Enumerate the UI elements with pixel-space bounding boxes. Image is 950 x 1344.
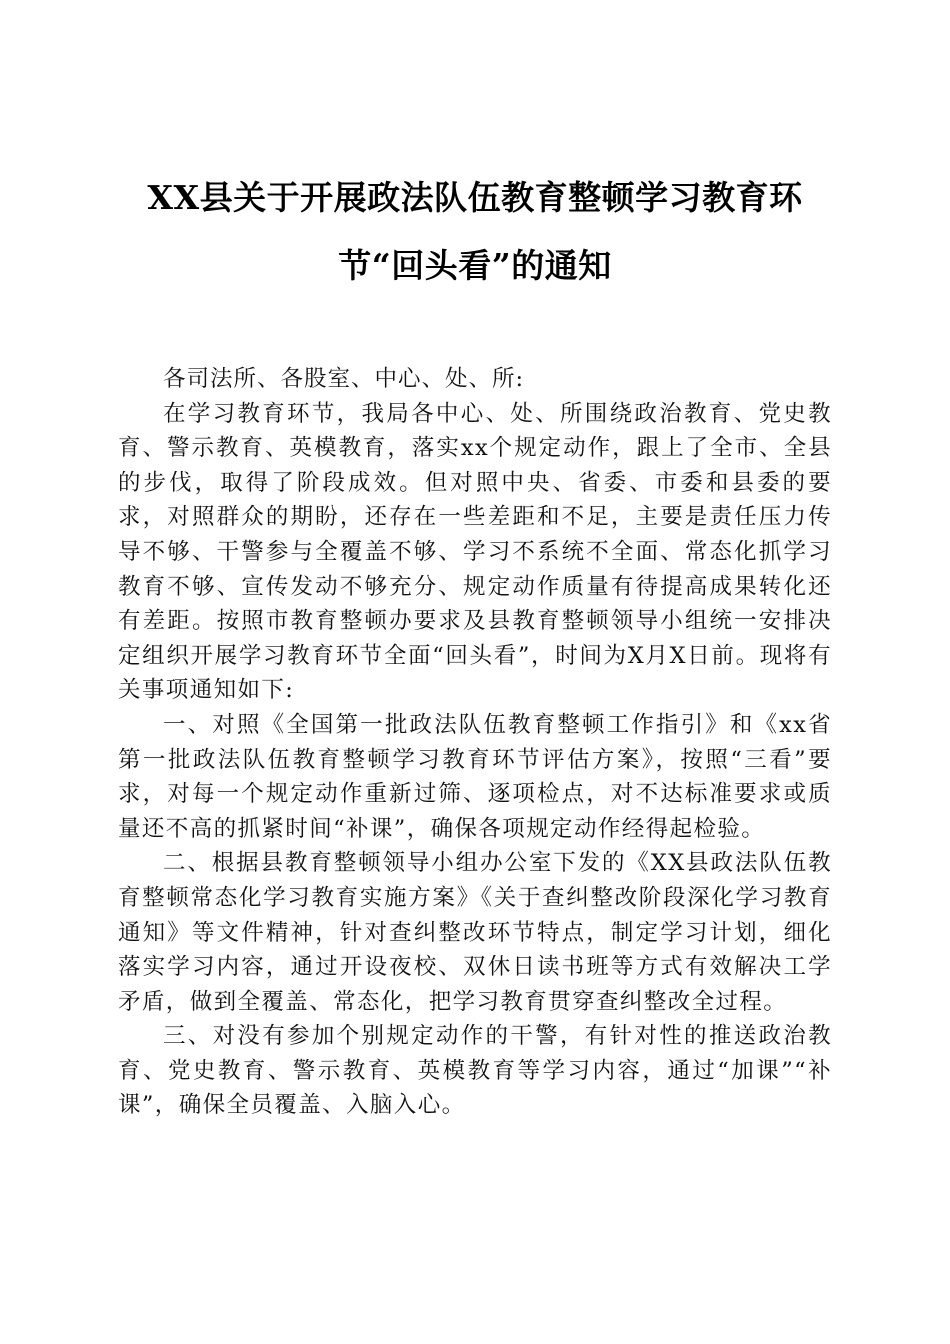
document-body: [118, 362, 832, 1123]
document-title-line-2: 节“回头看”的通知: [338, 246, 612, 285]
paragraph-item-1: 一、对照《全国第一批政法队伍教育整顿工作指引》和《xx省第一批政法队伍教育整顿学习教育环节评估方案》，按照“三看”要求，对每一个规定动作重新过筛、逐项检点，对不达标准要求或质量还不高的抓紧时间“补课”，确保各项规定动作经得起检验。: [118, 711, 832, 842]
paragraph-item-3: 三、对没有参加个别规定动作的干警，有针对性的推送政治教育、党史教育、警示教育、英模教育等学习内容，通过“加课”“补课”，确保全员覆盖、入脑入心。: [118, 1023, 832, 1119]
salutation: 各司法所、各股室、中心、处、所:: [163, 366, 525, 392]
paragraph-item-2: 二、根据县教育整顿领导小组办公室下发的《XX县政法队伍教育整顿常态化学习教育实施方案》《关于查纠整改阶段深化学习教育通知》等文件精神，针对查纠整改环节特点，制定学习计划，细化落实学习内容，通过开设夜校、双休日读书班等方式有效解决工学矛盾，做到全覆盖、常态化，把学习教育贯穿查纠整改全过程。: [118, 850, 832, 1015]
paragraph-intro: 在学习教育环节，我局各中心、处、所围绕政治教育、党史教育、警示教育、英模教育，落实xx个规定动作，跟上了全市、全县的步伐，取得了阶段成效。但对照中央、省委、市委和县委的要求，对照群众的期盼，还存在一些差距和不足，主要是责任压力传导不够、干警参与全覆盖不够、学习不系统不全面、常态化抓学习教育不够、宣传发动不够充分、规定动作质量有待提高成果转化还有差距。按照市教育整顿办要求及县教育整顿领导小组统一安排决定组织开展学习教育环节全面“回头看”，时间为X月X日前。现将有关事项通知如下:: [118, 400, 832, 704]
document-title-line-1: XX县关于开展政法队伍教育整顿学习教育环: [147, 178, 803, 217]
